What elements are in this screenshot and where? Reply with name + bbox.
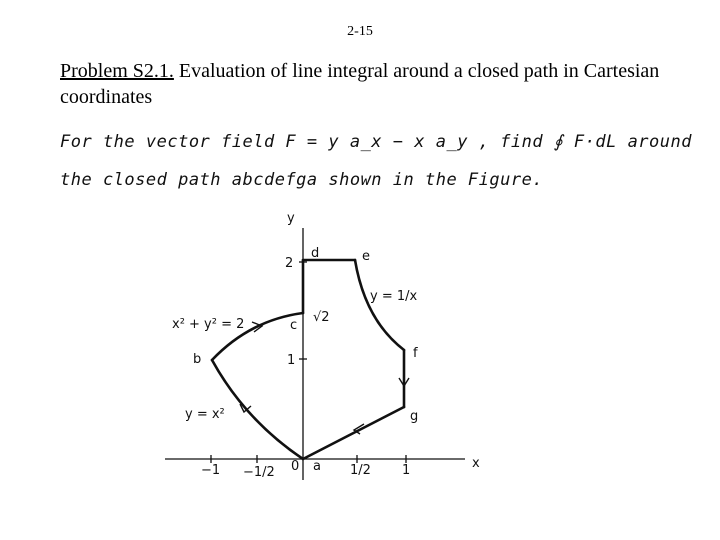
point-label-g: g bbox=[410, 409, 419, 424]
problem-title-text: Evaluation of line integral around a closed path in Cartesian coordinates bbox=[60, 60, 660, 108]
point-label-d: d bbox=[311, 246, 320, 261]
point-label-a: a bbox=[313, 459, 321, 474]
path-segment-ga bbox=[303, 407, 404, 459]
y-tick-label: 2 bbox=[285, 256, 294, 271]
x-tick-label: 1/2 bbox=[350, 463, 371, 478]
circle-equation: x² + y² = 2 bbox=[172, 317, 245, 332]
x-tick-label: 1 bbox=[402, 463, 411, 478]
path-segment-ef bbox=[355, 260, 404, 350]
problem-statement-line-1: For the vector field F = y a_x − x a_y , find ∮ F·dL around bbox=[60, 132, 692, 152]
x-tick-label: −1 bbox=[201, 463, 221, 478]
problem-statement-line-2: the closed path abcdefga shown in the Figure. bbox=[60, 170, 544, 190]
x-axis-label: x bbox=[472, 456, 480, 471]
point-label-f: f bbox=[413, 346, 418, 361]
point-label-b: b bbox=[193, 352, 202, 367]
x-tick-label: −1/2 bbox=[243, 465, 275, 480]
hyperbola-equation: y = 1/x bbox=[370, 289, 418, 304]
problem-label: Problem S2.1. bbox=[60, 60, 174, 82]
page-number: 2-15 bbox=[347, 24, 373, 39]
point-label-c: c bbox=[290, 318, 298, 333]
point-label-e: e bbox=[362, 249, 370, 264]
y-tick-label: 1 bbox=[287, 353, 296, 368]
x-tick-label: 0 bbox=[291, 459, 300, 474]
path-segment-ab bbox=[212, 360, 303, 459]
y-axis-label: y bbox=[287, 211, 295, 226]
sqrt2-label: √2 bbox=[313, 310, 330, 325]
parabola-equation: y = x² bbox=[185, 407, 225, 422]
